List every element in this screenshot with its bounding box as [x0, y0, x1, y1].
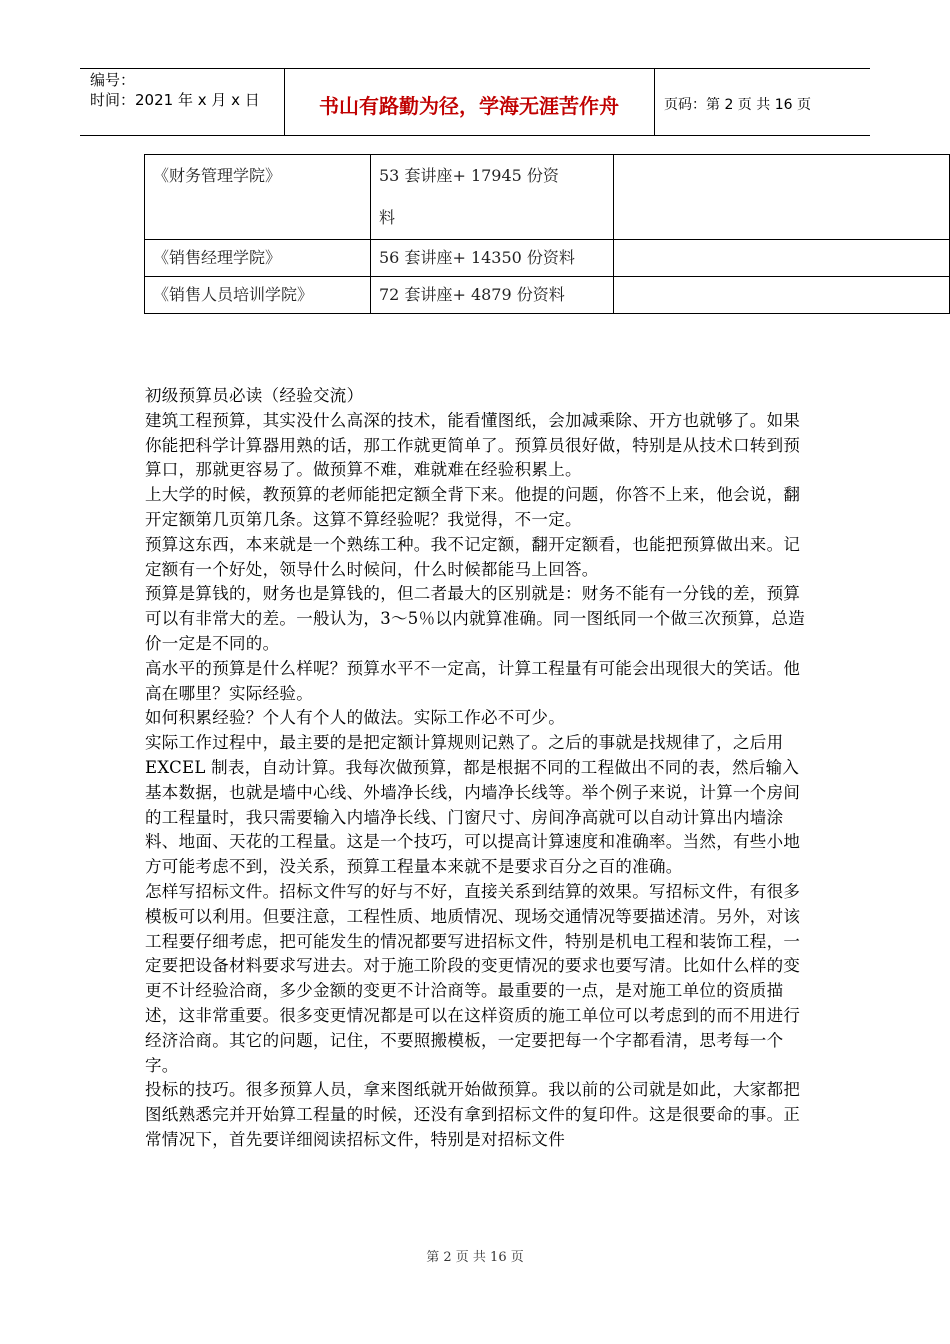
document-date: 时间：2021 年 x 月 x 日: [90, 91, 260, 109]
table-row: [145, 240, 950, 277]
article-paragraph: 上大学的时候，教预算的老师能把定额全背下来。他提的问题，你答不上来，他会说，翻开定额第几页第几条。这算不算经验呢？我觉得，不一定。: [145, 485, 801, 529]
header-bottom-rule: [80, 135, 870, 136]
empty-cell: [614, 277, 950, 314]
library-content-line: 53 套讲座+ 17945 份资: [379, 166, 559, 185]
library-content-cell: 56 套讲座+ 14350 份资料: [371, 240, 614, 277]
article-paragraph: 实际工作过程中，最主要的是把定额计算规则记熟了。之后的事就是找规律了，之后用 EXCEL 制表，自动计算。我每次做预算，都是根据不同的工程做出不同的表，然后输入基本数据，也就是墙中心线、外墙净长线，内墙净长线等。举个例子来说，计算一个房间的工程量时，我只需要输入内墙净长线、门窗尺寸、房间净高就可以自动计算出内墙涂料、地面、天花的工程量。这是一个技巧，可以提高计算速度和准确率。当然，有些小地方可能考虑不到，没关系，预算工程量本来就不是要求百分之百的准确。: [145, 733, 801, 877]
header-meta: [90, 70, 260, 110]
article-paragraph: 如何积累经验？个人有个人的做法。实际工作必不可少。: [145, 708, 565, 728]
article-body: [145, 384, 815, 1153]
page-footer: 第 2 页 共 16 页: [426, 1250, 524, 1265]
table-row: [145, 155, 950, 240]
library-content-cell: 72 套讲座+ 4879 份资料: [371, 277, 614, 314]
table-row: [145, 277, 950, 314]
library-content-cell: [371, 155, 614, 240]
article-paragraph: 怎样写招标文件。招标文件写的好与不好，直接关系到结算的效果。写招标文件，有很多模板可以利用。但要注意，工程性质、地质情况、现场交通情况等要描述清。另外，对该工程要仔细考虑，把可能发生的情况都要写进招标文件，特别是机电工程和装饰工程，一定要把设备材料要求写进去。对于施工阶段的变更情况的要求也要写清。比如什么样的变更不计经验洽商，多少金额的变更不计洽商等。最重要的一点，是对施工单位的资质描述，这非常重要。很多变更情况都是可以在这样资质的施工单位可以考虑到的而不用进行经济洽商。其它的问题，记住，不要照搬模板，一定要把每一个字都看清，思考每一个字。: [145, 881, 801, 1075]
library-name-cell: 《财务管理学院》: [145, 155, 371, 240]
library-name-cell: 《销售人员培训学院》: [145, 277, 371, 314]
article-paragraph: 建筑工程预算，其实没什么高深的技术，能看懂图纸，会加减乘除、开方也就够了。如果你能把科学计算器用熟的话，那工作就更简单了。预算员很好做，特别是从技术口转到预算口，那就更容易了。做预算不难，难就难在经验积累上。: [145, 410, 801, 480]
library-name-cell: 《销售经理学院》: [145, 240, 371, 277]
article-paragraph: 预算是算钱的，财务也是算钱的，但二者最大的区别就是：财务不能有一分钱的差，预算可以有非常大的差。一般认为，3～5％以内就算准确。同一图纸同一个做三次预算，总造价一定是不同的。: [145, 584, 805, 653]
header-divider-right: [654, 68, 655, 136]
article-paragraph: 投标的技巧。很多预算人员，拿来图纸就开始做预算。我以前的公司就是如此，大家都把图纸熟悉完并开始算工程量的时候，还没有拿到招标文件的复印件。这是很要命的事。正常情况下，首先要详细阅读招标文件，特别是对招标文件: [145, 1080, 801, 1149]
empty-cell: [614, 240, 950, 277]
article-paragraph: 高水平的预算是什么样呢？预算水平不一定高，计算工程量有可能会出现很大的笑话。他高在哪里？实际经验。: [145, 658, 801, 703]
document-number-label: 编号：: [90, 71, 136, 89]
article-title: 初级预算员必读（经验交流）: [145, 386, 364, 405]
header-motto: 书山有路勤为径，学海无涯苦作舟: [319, 94, 619, 118]
header-top-rule: [80, 68, 870, 69]
article-paragraph: 预算这东西，本来就是一个熟练工种。我不记定额，翻开定额看，也能把预算做出来。记定额有一个好处，领导什么时候问，什么时候都能马上回答。: [145, 534, 801, 579]
library-content-line: 料: [379, 208, 396, 227]
empty-cell: [614, 155, 950, 240]
course-library-table: [144, 154, 950, 314]
header-page-number: 页码：第 2 页 共 16 页: [664, 97, 811, 113]
